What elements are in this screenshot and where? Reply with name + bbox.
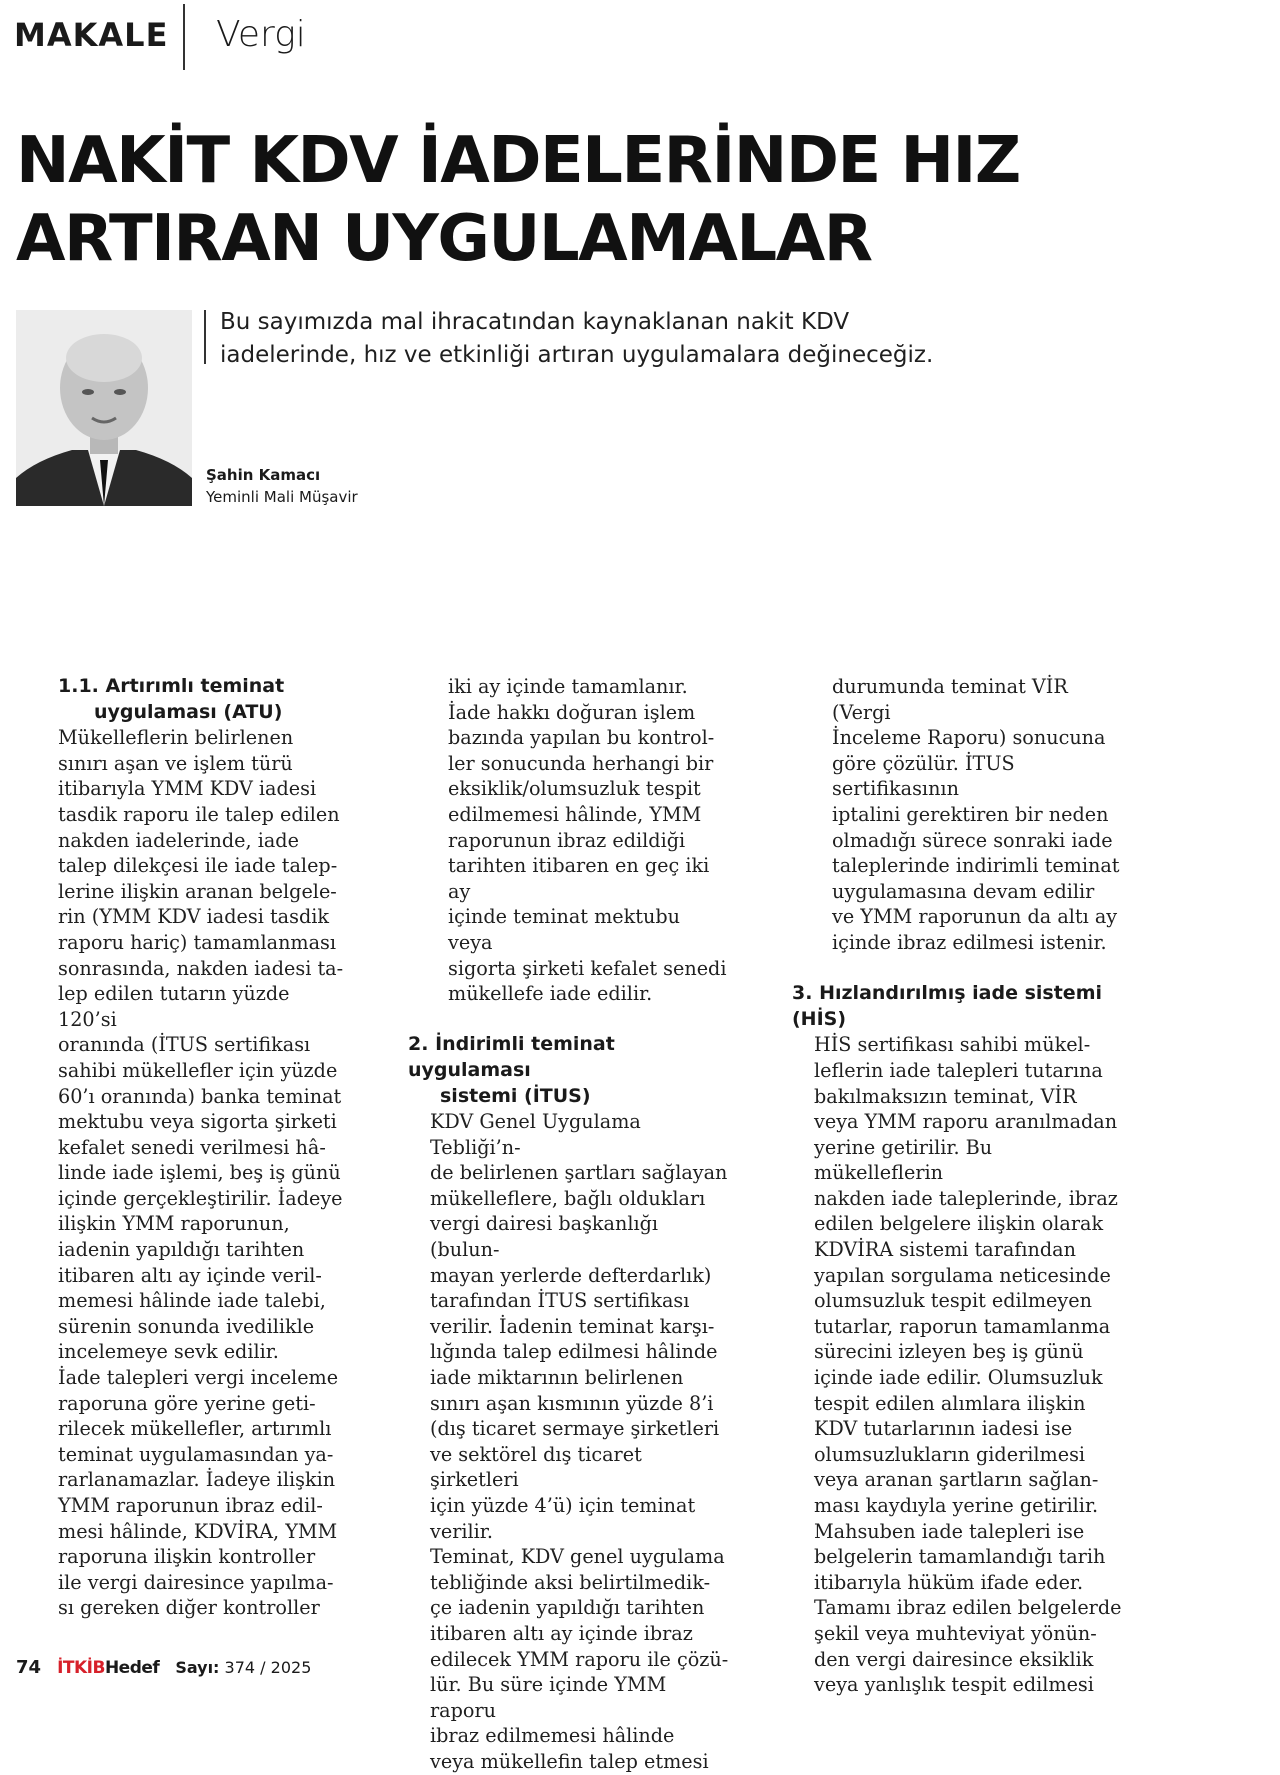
text-line: de belirlenen şartları sağlayan [430, 1161, 728, 1185]
column-1-body [58, 725, 350, 1621]
text-line: sınırı aşan ve işlem türü [58, 751, 293, 775]
text-line: olumsuzluk tespit edilmeyen [814, 1289, 1092, 1313]
text-line: lığında talep edilmesi hâlinde [430, 1340, 718, 1364]
text-line: İade hakkı doğuran işlem [448, 700, 696, 724]
text-line: çe iadenin yapıldığı tarihten [430, 1596, 705, 1620]
page-number: 74 [16, 1657, 42, 1678]
text-line: veya YMM raporu aranılmadan [814, 1110, 1118, 1134]
text-line: nakden iadelerinde, iade [58, 828, 299, 852]
section-topic: Vergi [216, 14, 306, 55]
heading-text: Hızlandırılmış iade sistemi (HİS) [792, 982, 1102, 1030]
heading-his [792, 981, 1122, 1032]
text-line: içinde teminat mektubu veya [448, 905, 681, 954]
text-line: ve YMM raporunun da altı ay [832, 905, 1118, 929]
title-line-2: ARTIRAN UYGULAMALAR [16, 202, 872, 276]
article-title [16, 122, 1216, 278]
text-line: Tamamı ibraz edilen belgelerde [814, 1596, 1122, 1620]
text-line: içinde gerçekleştirilir. İadeye [58, 1186, 343, 1210]
lead-paragraph: Bu sayımızda mal ihracatından kaynaklanan nakit KDV iadelerinde, hız ve etkinliği artıran uygulamalara değineceğiz. [220, 309, 934, 368]
text-line: göre çözülür. İTUS sertifikasının [832, 751, 1015, 801]
text-line: sürecini izleyen beş iş günü [814, 1340, 1084, 1364]
text-line: itibaren altı ay içinde veril- [58, 1263, 322, 1287]
author-role: Yeminli Mali Müşavir [206, 488, 358, 506]
text-line: İnceleme Raporu) sonucuna [832, 726, 1106, 750]
column-3-body [792, 1032, 1122, 1697]
text-line: belgelerin tamamlandığı tarih [814, 1545, 1106, 1569]
heading-text: sistemi (İTUS) [440, 1084, 591, 1107]
text-line: sahibi mükellefler için yüzde [58, 1058, 338, 1082]
text-line: mesi hâlinde, KDVİRA, YMM [58, 1519, 338, 1543]
text-line: iade miktarının belirlenen [430, 1366, 684, 1390]
heading-number: 3. [792, 982, 813, 1005]
logo-red-part: İTKİB [57, 1658, 105, 1678]
text-line: sonrasında, nakden iadesi ta- [58, 956, 344, 980]
text-line: incelemeye sevk edilir. [58, 1340, 279, 1364]
author-block [206, 464, 358, 508]
text-line: ilişkin YMM raporunun, [58, 1212, 290, 1236]
text-line: iadenin yapıldığı tarihten [58, 1238, 305, 1262]
text-line: yerine getirilir. Bu mükelleflerin [814, 1135, 993, 1185]
text-line: kefalet senedi verilmesi hâ- [58, 1135, 326, 1159]
text-line: durumunda teminat VİR (Vergi [832, 675, 1068, 724]
text-line: sı gereken diğer kontroller [58, 1596, 320, 1620]
text-line: 60’ı oranında) banka teminat [58, 1084, 342, 1108]
text-line: tasdik raporu ile talep edilen [58, 802, 340, 826]
text-line: yapılan sorgulama neticesinde [814, 1263, 1111, 1287]
page-footer [16, 1657, 311, 1678]
text-line: raporuna göre yerine geti- [58, 1391, 316, 1415]
text-line: tarihten itibaren en geç iki ay [448, 854, 710, 903]
text-line: lep edilen tutarın yüzde 120’si [58, 982, 290, 1031]
section-label: MAKALE [14, 16, 169, 54]
text-line: mektubu veya sigorta şirketi [58, 1110, 337, 1134]
text-line: edilecek YMM raporu ile çözü- [430, 1647, 729, 1671]
text-line: edilen belgelere ilişkin olarak [814, 1212, 1104, 1236]
issue-value: 374 / 2025 [224, 1658, 312, 1677]
text-line: şekil veya muhteviyat yönün- [814, 1621, 1097, 1645]
text-line: YMM raporunun ibraz edil- [58, 1494, 323, 1517]
text-line: raporu hariç) tamamlanması [58, 930, 337, 954]
heading-itus [408, 1032, 730, 1109]
text-line: lür. Bu süre içinde YMM raporu [430, 1673, 667, 1722]
text-line: taleplerinde indirimli teminat [832, 854, 1120, 878]
issue-label: Sayı: [175, 1658, 220, 1677]
text-line: ler sonucunda herhangi bir [448, 751, 714, 775]
text-line: KDVİRA sistemi tarafından [814, 1238, 1076, 1262]
title-line-1: NAKİT KDV İADELERİNDE HIZ [16, 124, 1020, 198]
text-line: raporunun ibraz edildiği [448, 828, 686, 852]
text-line: bakılmaksızın teminat, VİR [814, 1084, 1077, 1108]
column-2-intro [408, 674, 730, 1007]
text-line: olmadığı sürece sonraki iade [832, 828, 1113, 852]
issue-info [175, 1658, 311, 1677]
heading-number: 2. [408, 1033, 429, 1056]
text-line: veya yanlışlık tespit edilmesi [814, 1673, 1094, 1697]
text-line: eksiklik/olumsuzluk tespit [448, 777, 701, 801]
text-line: Mahsuben iade talepleri ise [814, 1519, 1085, 1543]
text-line: ibraz edilmemesi hâlinde [430, 1724, 675, 1748]
text-line: Mükelleflerin belirlenen [58, 726, 294, 750]
text-line: memesi hâlinde iade talebi, [58, 1289, 326, 1313]
text-line: raporuna ilişkin kontroller [58, 1545, 316, 1569]
text-line: rin (YMM KDV iadesi tasdik [58, 905, 329, 929]
text-line: linde iade işlemi, beş iş günü [58, 1161, 341, 1185]
text-line: edilmemesi hâlinde, YMM [448, 802, 702, 826]
text-line: KDV tutarlarının iadesi ise [814, 1417, 1073, 1441]
column-1 [58, 674, 350, 1621]
text-line: İade talepleri vergi inceleme [58, 1366, 339, 1390]
text-line: için yüzde 4’ü) için teminat [430, 1494, 696, 1517]
text-line: KDV Genel Uygulama Tebliği’n- [430, 1110, 641, 1159]
text-line: teminat uygulamasından ya- [58, 1442, 334, 1466]
text-line: olumsuzlukların giderilmesi [814, 1442, 1086, 1466]
text-line: verilir. [430, 1519, 493, 1543]
text-line: ması kaydıyla yerine getirilir. [814, 1494, 1099, 1517]
text-line: talep dilekçesi ile iade talep- [58, 854, 338, 878]
column-2 [408, 674, 730, 1775]
text-line: verilir. İadenin teminat karşı- [430, 1314, 715, 1338]
magazine-logo [57, 1658, 159, 1678]
text-line: (dış ticaret sermaye şirketleri [430, 1417, 720, 1441]
text-line: veya aranan şartların sağlan- [814, 1468, 1099, 1492]
text-line: itibaren altı ay içinde ibraz [430, 1621, 693, 1645]
text-line: mayan yerlerde defterdarlık) [430, 1263, 712, 1287]
text-line: tutarlar, raporun tamamlanma [814, 1314, 1111, 1338]
text-line: bazında yapılan bu kontrol- [448, 726, 715, 750]
text-line: ve sektörel dış ticaret şirketleri [430, 1442, 642, 1492]
heading-atu [58, 674, 350, 725]
column-3-intro [792, 674, 1122, 956]
author-photo [16, 310, 192, 506]
text-line: rilecek mükellefler, artırımlı [58, 1417, 332, 1441]
text-line: ile vergi dairesince yapılma- [58, 1570, 334, 1594]
text-line: sigorta şirketi kefalet senedi [448, 956, 727, 980]
heading-text: Artırımlı teminat [105, 675, 285, 697]
section-divider [183, 4, 185, 70]
text-line: nakden iade taleplerinde, ibraz [814, 1186, 1118, 1210]
text-line: itibarıyla hüküm ifade eder. [814, 1570, 1084, 1594]
column-3 [792, 674, 1122, 1698]
column-2-body [408, 1109, 730, 1774]
heading-text: uygulaması (ATU) [94, 700, 283, 723]
heading-number: 1.1. [58, 675, 99, 697]
lead-bar [204, 310, 206, 364]
text-line: iptalini gerektiren bir neden [832, 802, 1109, 826]
text-line: oranında (İTUS sertifikası [58, 1033, 311, 1057]
text-line: tarafından İTUS sertifikası [430, 1289, 690, 1313]
text-line: mükellefe iade edilir. [448, 982, 653, 1006]
text-line: tespit edilen alımlara ilişkin [814, 1391, 1086, 1415]
text-line: içinde iade edilir. Olumsuzluk [814, 1366, 1103, 1390]
text-line: leflerin iade talepleri tutarına [814, 1058, 1103, 1082]
text-line: uygulamasına devam edilir [832, 879, 1095, 903]
text-line: lerine ilişkin aranan belgele- [58, 879, 337, 903]
text-line: veya mükellefin talep etmesi [430, 1749, 709, 1773]
text-line: Teminat, KDV genel uygulama [430, 1545, 725, 1569]
text-line: itibarıyla YMM KDV iadesi [58, 777, 317, 801]
text-line: den vergi dairesince eksiklik [814, 1647, 1094, 1671]
heading-text: İndirimli teminat uygulaması [408, 1033, 615, 1081]
author-name: Şahin Kamacı [206, 466, 321, 484]
text-line: rarlanamazlar. İadeye ilişkin [58, 1468, 336, 1492]
text-line: sürenin sonunda ivedilikle [58, 1314, 315, 1338]
text-line: vergi dairesi başkanlığı (bulun- [430, 1212, 659, 1262]
text-line: tebliğinde aksi belirtilmedik- [430, 1570, 711, 1594]
author-portrait-image [16, 310, 192, 506]
text-line: mükelleflere, bağlı oldukları [430, 1186, 706, 1210]
text-line: HİS sertifikası sahibi mükel- [814, 1033, 1091, 1057]
text-line: içinde ibraz edilmesi istenir. [832, 930, 1107, 954]
logo-dark-part: Hedef [104, 1658, 160, 1678]
text-line: iki ay içinde tamamlanır. [448, 675, 688, 698]
text-line: sınırı aşan kısmının yüzde 8’i [430, 1391, 714, 1415]
